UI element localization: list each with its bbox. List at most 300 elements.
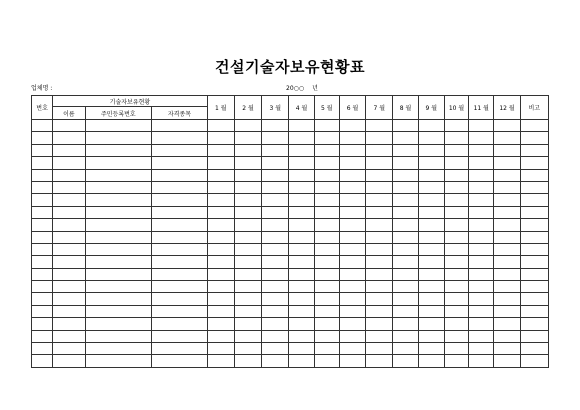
table-cell: [444, 243, 468, 255]
table-cell: [469, 343, 494, 355]
header-month-4: 4 월: [289, 96, 314, 120]
table-cell: [418, 293, 444, 305]
table-cell: [444, 219, 468, 231]
table-cell: [234, 231, 261, 243]
table-cell: [262, 181, 289, 193]
table-cell: [393, 206, 418, 218]
table-row: [32, 305, 549, 317]
table-cell: [494, 206, 520, 218]
table-row: [32, 293, 549, 305]
table-cell: [469, 120, 494, 132]
table-cell: [393, 330, 418, 342]
table-cell: [393, 231, 418, 243]
table-cell: [366, 194, 393, 206]
table-cell: [444, 144, 468, 156]
table-cell: [207, 157, 234, 169]
table-cell: [444, 231, 468, 243]
table-cell: [32, 144, 53, 156]
table-row: [32, 343, 549, 355]
table-cell: [262, 120, 289, 132]
table-cell: [53, 120, 85, 132]
table-cell: [85, 120, 152, 132]
table-cell: [85, 293, 152, 305]
table-cell: [314, 231, 339, 243]
table-row: [32, 219, 549, 231]
table-cell: [234, 293, 261, 305]
header-month-10: 10 월: [444, 96, 468, 120]
table-cell: [314, 330, 339, 342]
header-number: 번호: [32, 96, 53, 120]
table-cell: [314, 206, 339, 218]
table-cell: [53, 157, 85, 169]
table-cell: [393, 293, 418, 305]
table-cell: [234, 120, 261, 132]
table-cell: [366, 268, 393, 280]
table-cell: [339, 343, 365, 355]
table-cell: [520, 330, 548, 342]
table-cell: [262, 305, 289, 317]
table-cell: [53, 194, 85, 206]
table-cell: [393, 219, 418, 231]
table-cell: [53, 231, 85, 243]
table-cell: [152, 268, 208, 280]
table-cell: [262, 268, 289, 280]
table-cell: [494, 355, 520, 367]
table-cell: [289, 206, 314, 218]
table-cell: [234, 330, 261, 342]
table-cell: [85, 343, 152, 355]
table-row: [32, 318, 549, 330]
table-cell: [152, 343, 208, 355]
table-row: [32, 330, 549, 342]
table-cell: [444, 120, 468, 132]
table-cell: [520, 194, 548, 206]
table-cell: [53, 305, 85, 317]
table-cell: [494, 169, 520, 181]
table-cell: [418, 157, 444, 169]
table-cell: [207, 355, 234, 367]
table-cell: [444, 281, 468, 293]
table-cell: [289, 256, 314, 268]
table-cell: [289, 169, 314, 181]
table-cell: [520, 169, 548, 181]
table-cell: [314, 144, 339, 156]
table-cell: [53, 343, 85, 355]
year-unit: 년: [312, 85, 318, 92]
table-cell: [53, 219, 85, 231]
table-cell: [393, 243, 418, 255]
year-value: 20○○: [286, 85, 305, 92]
table-cell: [262, 256, 289, 268]
header-technician-group: 기술자보유현황: [53, 96, 207, 107]
table-cell: [234, 181, 261, 193]
table-cell: [444, 268, 468, 280]
table-cell: [366, 343, 393, 355]
table-cell: [85, 330, 152, 342]
table-cell: [494, 268, 520, 280]
table-cell: [289, 343, 314, 355]
table-cell: [32, 231, 53, 243]
table-cell: [85, 355, 152, 367]
table-row: [32, 355, 549, 367]
table-body: [32, 120, 549, 368]
table-cell: [469, 305, 494, 317]
table-row: [32, 281, 549, 293]
table-cell: [152, 281, 208, 293]
header-month-5: 5 월: [314, 96, 339, 120]
table-cell: [469, 231, 494, 243]
table-row: [32, 268, 549, 280]
table-cell: [418, 219, 444, 231]
table-cell: [339, 256, 365, 268]
table-cell: [85, 194, 152, 206]
table-cell: [494, 330, 520, 342]
table-cell: [85, 219, 152, 231]
table-cell: [234, 256, 261, 268]
table-cell: [520, 231, 548, 243]
table-cell: [289, 120, 314, 132]
table-cell: [418, 268, 444, 280]
table-cell: [469, 144, 494, 156]
document-title: 건설기술자보유현황표: [215, 58, 365, 76]
table-cell: [494, 231, 520, 243]
company-name-label: 업체명 :: [31, 85, 53, 92]
table-row: [32, 132, 549, 144]
table-cell: [152, 305, 208, 317]
table-cell: [85, 206, 152, 218]
table-cell: [418, 194, 444, 206]
table-cell: [234, 318, 261, 330]
table-cell: [207, 343, 234, 355]
table-cell: [152, 194, 208, 206]
table-cell: [520, 318, 548, 330]
table-cell: [152, 206, 208, 218]
header-month-6: 6 월: [339, 96, 365, 120]
table-cell: [339, 181, 365, 193]
table-cell: [262, 144, 289, 156]
table-cell: [32, 194, 53, 206]
table-cell: [418, 181, 444, 193]
table-cell: [314, 169, 339, 181]
table-cell: [32, 206, 53, 218]
header-month-2: 2 월: [234, 96, 261, 120]
table-cell: [418, 206, 444, 218]
table-row: [32, 256, 549, 268]
table-cell: [494, 293, 520, 305]
table-cell: [234, 343, 261, 355]
table-cell: [339, 157, 365, 169]
table-cell: [262, 194, 289, 206]
table-cell: [393, 256, 418, 268]
table-cell: [152, 231, 208, 243]
table-cell: [418, 330, 444, 342]
table-cell: [53, 281, 85, 293]
table-cell: [85, 305, 152, 317]
table-cell: [366, 206, 393, 218]
table-cell: [393, 194, 418, 206]
table-cell: [418, 132, 444, 144]
table-cell: [32, 355, 53, 367]
table-cell: [366, 330, 393, 342]
table-cell: [85, 268, 152, 280]
table-cell: [444, 330, 468, 342]
table-cell: [85, 243, 152, 255]
table-cell: [418, 144, 444, 156]
table-cell: [494, 318, 520, 330]
table-cell: [366, 243, 393, 255]
table-cell: [152, 169, 208, 181]
table-cell: [53, 169, 85, 181]
table-cell: [469, 169, 494, 181]
table-cell: [262, 206, 289, 218]
table-cell: [444, 206, 468, 218]
table-cell: [289, 318, 314, 330]
table-cell: [314, 305, 339, 317]
table-cell: [53, 132, 85, 144]
table-cell: [32, 157, 53, 169]
table-cell: [520, 157, 548, 169]
table-cell: [314, 194, 339, 206]
table-cell: [152, 181, 208, 193]
table-cell: [152, 157, 208, 169]
table-cell: [262, 219, 289, 231]
table-cell: [314, 181, 339, 193]
table-cell: [418, 169, 444, 181]
table-cell: [234, 194, 261, 206]
table-cell: [339, 318, 365, 330]
table-cell: [314, 293, 339, 305]
table-cell: [53, 181, 85, 193]
table-cell: [339, 206, 365, 218]
header-resident-number: 주민등록번호: [85, 107, 152, 120]
table-cell: [53, 293, 85, 305]
table-cell: [53, 318, 85, 330]
table-cell: [314, 219, 339, 231]
table-row: [32, 181, 549, 193]
table-cell: [152, 219, 208, 231]
table-cell: [289, 157, 314, 169]
table-cell: [366, 231, 393, 243]
table-cell: [262, 243, 289, 255]
table-cell: [469, 132, 494, 144]
table-cell: [444, 343, 468, 355]
table-cell: [262, 281, 289, 293]
table-cell: [366, 305, 393, 317]
table-cell: [32, 330, 53, 342]
table-cell: [494, 305, 520, 317]
table-cell: [85, 181, 152, 193]
table-cell: [207, 169, 234, 181]
table-cell: [520, 293, 548, 305]
table-cell: [469, 219, 494, 231]
table-cell: [444, 318, 468, 330]
table-cell: [262, 330, 289, 342]
table-cell: [85, 231, 152, 243]
table-row: [32, 243, 549, 255]
table-cell: [520, 268, 548, 280]
table-cell: [85, 144, 152, 156]
table-cell: [152, 120, 208, 132]
status-table: [31, 95, 549, 368]
table-cell: [152, 330, 208, 342]
table-cell: [494, 243, 520, 255]
table-cell: [444, 194, 468, 206]
header-month-7: 7 월: [366, 96, 393, 120]
table-cell: [418, 243, 444, 255]
table-cell: [339, 355, 365, 367]
table-cell: [393, 181, 418, 193]
table-cell: [234, 206, 261, 218]
table-cell: [520, 256, 548, 268]
table-cell: [314, 343, 339, 355]
table-cell: [234, 305, 261, 317]
table-cell: [32, 120, 53, 132]
table-cell: [152, 243, 208, 255]
table-cell: [314, 120, 339, 132]
table-cell: [32, 219, 53, 231]
table-cell: [520, 120, 548, 132]
table-cell: [32, 305, 53, 317]
table-cell: [207, 243, 234, 255]
table-cell: [314, 157, 339, 169]
table-cell: [207, 181, 234, 193]
table-cell: [339, 219, 365, 231]
header-month-1: 1 월: [207, 96, 234, 120]
table-cell: [339, 281, 365, 293]
table-cell: [207, 256, 234, 268]
table-cell: [262, 293, 289, 305]
table-cell: [366, 144, 393, 156]
table-cell: [393, 281, 418, 293]
table-cell: [366, 181, 393, 193]
table-cell: [289, 243, 314, 255]
table-cell: [393, 144, 418, 156]
table-cell: [207, 330, 234, 342]
table-cell: [366, 120, 393, 132]
header-qualification: 자격종목: [152, 107, 208, 120]
table-cell: [393, 305, 418, 317]
table-cell: [85, 256, 152, 268]
table-cell: [152, 318, 208, 330]
table-cell: [444, 305, 468, 317]
table-cell: [444, 181, 468, 193]
header-name: 이름: [53, 107, 85, 120]
table-cell: [234, 219, 261, 231]
table-cell: [520, 355, 548, 367]
table-row: [32, 194, 549, 206]
table-cell: [262, 169, 289, 181]
table-cell: [444, 293, 468, 305]
table-cell: [262, 343, 289, 355]
table-cell: [152, 355, 208, 367]
table-cell: [520, 343, 548, 355]
table-cell: [339, 268, 365, 280]
table-cell: [469, 157, 494, 169]
table-cell: [289, 194, 314, 206]
table-cell: [469, 268, 494, 280]
table-cell: [207, 120, 234, 132]
table-cell: [32, 318, 53, 330]
table-cell: [494, 194, 520, 206]
table-cell: [32, 181, 53, 193]
table-cell: [314, 132, 339, 144]
table-cell: [32, 343, 53, 355]
table-cell: [339, 194, 365, 206]
table-cell: [444, 256, 468, 268]
table-row: [32, 144, 549, 156]
table-cell: [289, 305, 314, 317]
table-cell: [85, 132, 152, 144]
table-cell: [207, 206, 234, 218]
table-cell: [289, 144, 314, 156]
table-cell: [207, 268, 234, 280]
table-cell: [366, 281, 393, 293]
table-cell: [520, 281, 548, 293]
table-cell: [366, 132, 393, 144]
table-cell: [444, 355, 468, 367]
table-cell: [53, 268, 85, 280]
table-cell: [366, 169, 393, 181]
table-row: [32, 231, 549, 243]
table-cell: [393, 318, 418, 330]
table-cell: [418, 231, 444, 243]
table-cell: [234, 169, 261, 181]
table-cell: [289, 231, 314, 243]
table-cell: [234, 144, 261, 156]
table-cell: [207, 144, 234, 156]
table-cell: [418, 120, 444, 132]
table-cell: [314, 256, 339, 268]
table-cell: [32, 293, 53, 305]
table-cell: [494, 144, 520, 156]
table-cell: [494, 281, 520, 293]
table-cell: [469, 256, 494, 268]
table-cell: [262, 355, 289, 367]
table-cell: [444, 157, 468, 169]
table-cell: [207, 318, 234, 330]
table-cell: [32, 256, 53, 268]
table-cell: [520, 305, 548, 317]
header-month-3: 3 월: [262, 96, 289, 120]
table-cell: [53, 144, 85, 156]
header-month-8: 8 월: [393, 96, 418, 120]
table-cell: [32, 169, 53, 181]
table-cell: [234, 157, 261, 169]
table-cell: [339, 120, 365, 132]
table-cell: [494, 219, 520, 231]
table-cell: [520, 144, 548, 156]
table-cell: [32, 132, 53, 144]
table-cell: [469, 355, 494, 367]
table-cell: [366, 256, 393, 268]
table-cell: [393, 169, 418, 181]
table-cell: [520, 181, 548, 193]
table-cell: [85, 169, 152, 181]
table-cell: [469, 243, 494, 255]
header-remarks: 비고: [520, 96, 548, 120]
header-month-9: 9 월: [418, 96, 444, 120]
table-cell: [393, 343, 418, 355]
table-cell: [339, 293, 365, 305]
table-cell: [32, 281, 53, 293]
table-cell: [152, 144, 208, 156]
table-row: [32, 206, 549, 218]
table-cell: [366, 157, 393, 169]
table-cell: [32, 268, 53, 280]
table-cell: [469, 330, 494, 342]
table-cell: [53, 256, 85, 268]
header-month-12: 12 월: [494, 96, 520, 120]
